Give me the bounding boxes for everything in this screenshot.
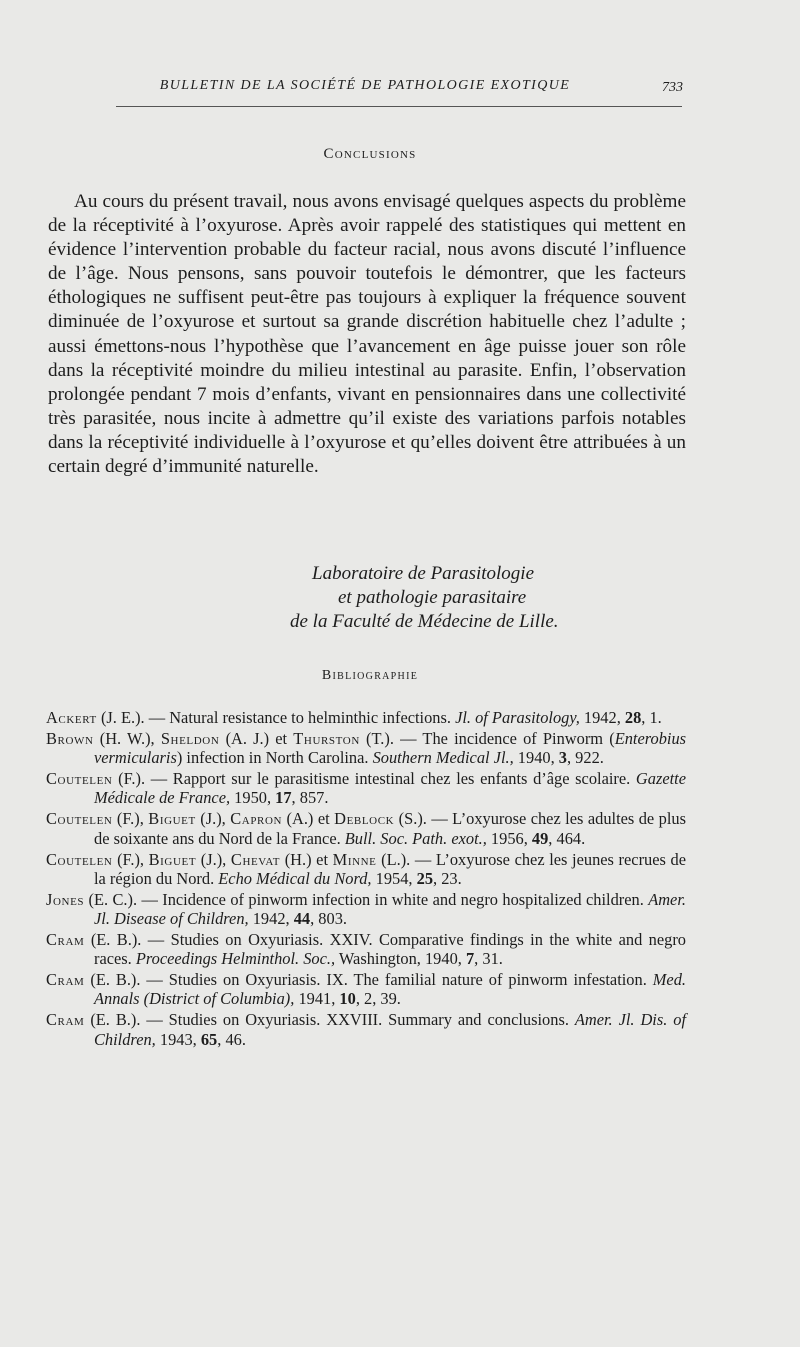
running-head: BULLETIN DE LA SOCIÉTÉ DE PATHOLOGIE EXOTIQUE	[159, 78, 571, 93]
ref-author: Coutelen	[46, 769, 113, 789]
ref-text: (L.). — L’oxyurose chez les jeunes recrues de la région du Nord.	[94, 849, 686, 888]
affiliation-line-1: Laboratoire de Parasitologie	[312, 563, 535, 584]
conclusions-body	[48, 190, 686, 479]
ref-year: 1950,	[230, 788, 276, 808]
ref-author-initials: (J.),	[195, 809, 231, 829]
ref-author-initials: (H.) et	[280, 849, 333, 869]
conclusions-heading: Conclusions	[323, 146, 417, 162]
ref-text: ) infection in North Carolina.	[176, 748, 373, 768]
ref-volume: 25	[416, 868, 434, 888]
ref-pages: , 803.	[310, 908, 347, 928]
reference-item	[46, 930, 686, 968]
ref-author: Coutelen	[46, 809, 113, 829]
ref-journal: Amer. Jl. Disease of Children,	[94, 889, 686, 928]
ref-journal: Proceedings Helminthol. Soc.,	[135, 949, 336, 969]
ref-author-initials: (A. J.) et	[219, 729, 294, 749]
reference-item	[46, 729, 686, 767]
ref-text: (S.). — L’oxyurose chez les adultes de plus de soixante ans du Nord de la France.	[94, 809, 686, 848]
ref-author: Chevat	[230, 849, 281, 869]
reference-item	[46, 708, 686, 727]
ref-author: Jones	[46, 889, 85, 909]
conclusions-paragraph: Au cours du présent travail, nous avons envisagé quelques aspects du problème de la réceptivité à l’oxyurose. Après avoir rappelé des statistiques qui mettent en évidence l’intervention probable du facteur racial, nous avons discuté l’influence de l’âge. Nous pensons, sans pouvoir toutefois le démontrer, que les facteurs éthologiques ne suffisent peut-être pas toujours à expliquer la fréquence souvent diminuée de l’oxyurose et surtout sa grande discrétion habituelle chez l’adulte ; aussi émettons-nous l’hypothèse que l’avancement en âge puisse jouer son rôle dans la réceptivité moindre du milieu intestinal au parasite. Enfin, l’observation prolongée pendant 7 mois d’enfants, vivant en pensionnaires dans une collectivité très parasitée, nous incite à admettre qu’il existe des variations parfois notables dans la réceptivité individuelle à l’oxyurose et qu’elles doivent être attribuées à un certain degré d’immunité naturelle.	[48, 191, 686, 478]
ref-journal: Bull. Soc. Path. exot.,	[344, 828, 487, 848]
ref-volume: 3	[558, 748, 567, 768]
ref-text: (T.). — The incidence of Pinworm (	[359, 729, 615, 749]
reference-item	[46, 1010, 686, 1048]
reference-item	[46, 809, 686, 847]
ref-year: 1940,	[513, 748, 559, 768]
ref-text: (E. B.). — Studies on Oxyuriasis. XXVIII. Summary and conclusions.	[84, 1010, 575, 1030]
ref-author: Ackert	[46, 708, 97, 727]
ref-pages: , 922.	[566, 748, 604, 768]
reference-list	[46, 708, 686, 1051]
ref-year: 1941,	[294, 989, 340, 1009]
ref-author-initials: (F.),	[112, 849, 149, 869]
reference-item	[46, 850, 686, 888]
ref-author-initials: (H. W.),	[93, 729, 161, 749]
ref-volume: 65	[200, 1029, 218, 1049]
ref-author: Coutelen	[46, 849, 113, 869]
ref-text: (E. C.). — Incidence of pinworm infection in white and negro hospitalized children.	[84, 889, 649, 909]
ref-journal: Amer. Jl. Dis. of Children,	[94, 1010, 686, 1049]
ref-volume: 7	[465, 949, 475, 969]
ref-pages: , 2, 39.	[355, 989, 401, 1009]
ref-journal: Med. Annals (District of Columbia),	[94, 970, 686, 1009]
ref-journal: Gazette Médicale de France,	[94, 769, 686, 808]
ref-journal: Southern Medical Jl.,	[372, 748, 514, 768]
ref-year: 1954,	[371, 868, 417, 888]
ref-journal: Jl. of Parasitology,	[455, 708, 580, 727]
ref-text: (E. B.). — Studies on Oxyuriasis. XXIV. Comparative findings in the white and negro races.	[84, 930, 686, 969]
ref-author: Capron	[230, 809, 283, 829]
ref-year: 1942,	[248, 908, 294, 928]
ref-year: Washington, 1940,	[335, 949, 466, 969]
ref-author-initials: (A.) et	[282, 809, 335, 829]
reference-item	[46, 890, 686, 928]
ref-pages: , 857.	[291, 788, 329, 808]
ref-year: 1943,	[155, 1029, 201, 1049]
ref-author: Biguet	[148, 809, 196, 829]
ref-volume: 49	[531, 828, 549, 848]
affiliation-line-2: et pathologie parasitaire	[338, 587, 527, 608]
ref-volume: 28	[624, 708, 642, 727]
ref-author-initials: (J.),	[196, 849, 231, 869]
page-number: 733	[662, 80, 683, 95]
ref-pages: , 464.	[548, 828, 586, 848]
ref-author: Brown	[46, 729, 94, 749]
ref-text: (J. E.). — Natural resistance to helminthic infections.	[96, 708, 456, 727]
ref-author: Deblock	[334, 809, 395, 829]
ref-volume: 10	[339, 989, 356, 1009]
ref-text: (F.). — Rapport sur le parasitisme intestinal chez les enfants d’âge scolaire.	[112, 769, 636, 789]
ref-author: Sheldon	[160, 729, 220, 749]
ref-volume: 44	[293, 908, 311, 928]
ref-author-initials: (F.),	[112, 809, 149, 829]
ref-pages: , 1.	[641, 708, 662, 727]
reference-item	[46, 769, 686, 807]
ref-author: Cram	[46, 970, 85, 990]
ref-year: 1942,	[579, 708, 625, 727]
ref-pages: , 46.	[217, 1029, 246, 1049]
affiliation-line-3: de la Faculté de Médecine de Lille.	[290, 611, 559, 632]
ref-species: Enterobius vermicularis	[94, 729, 687, 768]
affiliation	[0, 562, 800, 634]
reference-item	[46, 970, 686, 1008]
ref-year: 1956,	[486, 828, 532, 848]
ref-author: Cram	[46, 1010, 85, 1030]
header-rule	[116, 106, 682, 107]
ref-author: Thurston	[293, 729, 360, 749]
ref-author: Biguet	[148, 849, 197, 869]
ref-volume: 17	[275, 788, 292, 808]
bibliography-heading: Bibliographie	[321, 668, 419, 683]
ref-author: Cram	[46, 930, 85, 950]
ref-author: Minne	[332, 849, 377, 869]
ref-journal: Echo Médical du Nord,	[218, 868, 372, 888]
ref-pages: , 23.	[433, 868, 462, 888]
ref-pages: , 31.	[474, 949, 503, 969]
ref-text: (E. B.). — Studies on Oxyuriasis. IX. The familial nature of pinworm infestation.	[84, 970, 653, 990]
